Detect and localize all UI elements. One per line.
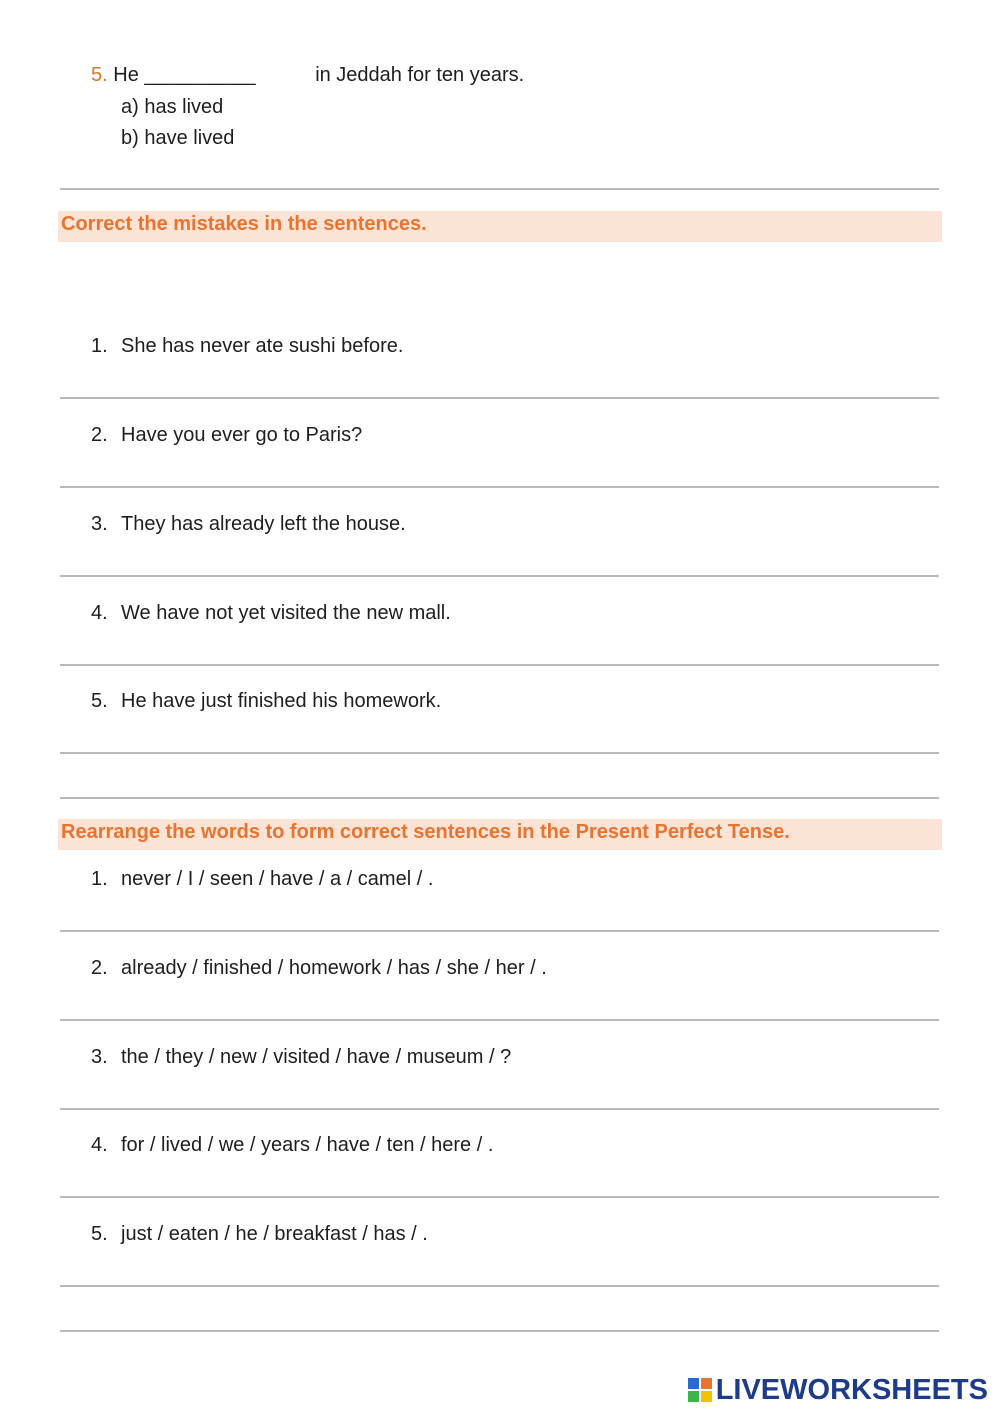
answer-line-correct-1[interactable] xyxy=(60,397,939,399)
liveworksheets-logo xyxy=(688,1373,988,1407)
rearrange-item-3 xyxy=(91,1044,511,1070)
item-number: 1. xyxy=(91,335,108,357)
item-number: 1. xyxy=(91,868,108,890)
section-title-correct: Correct the mistakes in the sentences. xyxy=(61,213,427,235)
item-text: for / lived / we / years / have / ten / here / . xyxy=(121,1134,494,1156)
rearrange-item-2 xyxy=(91,955,547,981)
option-a[interactable]: a) has lived xyxy=(121,96,224,118)
item-text: Have you ever go to Paris? xyxy=(121,424,363,446)
section-title-rearrange: Rearrange the words to form correct sentences in the Present Perfect Tense. xyxy=(61,821,790,843)
logo-square xyxy=(688,1391,699,1402)
correct-item-1 xyxy=(91,333,403,359)
item-text: We have not yet visited the new mall. xyxy=(121,602,451,624)
correct-item-3 xyxy=(91,511,406,537)
logo-grid-icon xyxy=(688,1378,712,1402)
answer-line-rearrange-4[interactable] xyxy=(60,1196,939,1198)
answer-line xyxy=(60,188,939,190)
option-b[interactable]: b) have lived xyxy=(121,127,235,149)
question-number: 5. xyxy=(91,64,108,86)
logo-square xyxy=(688,1378,699,1389)
question-5-stem xyxy=(91,62,524,88)
item-number: 3. xyxy=(91,513,108,535)
divider xyxy=(60,797,939,799)
answer-line-rearrange-5[interactable] xyxy=(60,1285,939,1287)
item-text: He have just finished his homework. xyxy=(121,690,442,712)
answer-line-rearrange-3[interactable] xyxy=(60,1108,939,1110)
item-text: never / I / seen / have / a / camel / . xyxy=(121,868,434,890)
item-number: 5. xyxy=(91,690,108,712)
question-suffix: in Jeddah for ten years. xyxy=(315,64,525,86)
correct-item-2 xyxy=(91,422,362,448)
section-header-correct xyxy=(58,211,942,242)
logo-square xyxy=(701,1391,712,1402)
item-number: 4. xyxy=(91,602,108,624)
answer-line-rearrange-1[interactable] xyxy=(60,930,939,932)
item-number: 5. xyxy=(91,1223,108,1245)
rearrange-item-1 xyxy=(91,866,433,892)
answer-line-correct-4[interactable] xyxy=(60,664,939,666)
item-text: just / eaten / he / breakfast / has / . xyxy=(121,1223,428,1245)
answer-line-correct-5[interactable] xyxy=(60,752,939,754)
logo-square xyxy=(701,1378,712,1389)
correct-item-4 xyxy=(91,600,451,626)
rearrange-item-4 xyxy=(91,1132,493,1158)
item-number: 2. xyxy=(91,424,108,446)
item-text: She has never ate sushi before. xyxy=(121,335,404,357)
divider xyxy=(60,1330,939,1332)
item-number: 2. xyxy=(91,957,108,979)
item-text: already / finished / homework / has / she / her / . xyxy=(121,957,547,979)
correct-item-5 xyxy=(91,688,441,714)
logo-text: LIVEWORKSHEETS xyxy=(715,1373,988,1406)
item-text: They has already left the house. xyxy=(121,513,406,535)
answer-blank[interactable]: __________ xyxy=(144,64,256,86)
rearrange-item-5 xyxy=(91,1221,428,1247)
answer-line-correct-3[interactable] xyxy=(60,575,939,577)
answer-line-rearrange-2[interactable] xyxy=(60,1019,939,1021)
item-text: the / they / new / visited / have / museum / ? xyxy=(121,1046,512,1068)
item-number: 3. xyxy=(91,1046,108,1068)
question-prefix: He xyxy=(113,64,139,86)
section-header-rearrange xyxy=(58,819,942,850)
item-number: 4. xyxy=(91,1134,108,1156)
answer-line-correct-2[interactable] xyxy=(60,486,939,488)
